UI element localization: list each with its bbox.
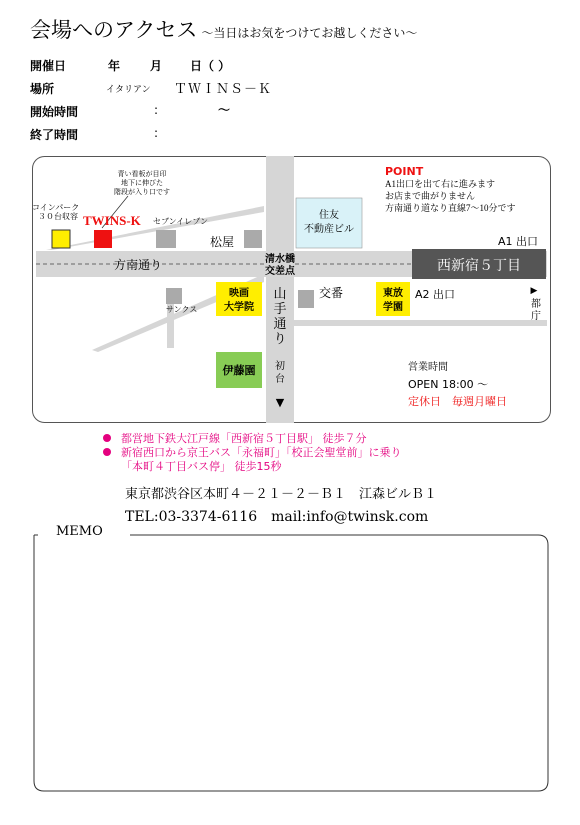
address-contact: TEL:03-3374-6116 mail:info@twinsk.com	[125, 509, 429, 525]
sunkus-block	[166, 288, 182, 304]
toho-label-line1: 東放	[383, 288, 403, 299]
point-line-1: A1出口を出て右に進みます	[385, 179, 496, 189]
point-title: POINT	[385, 165, 424, 178]
page-title	[30, 14, 417, 44]
seven-eleven-label: セブンイレブン	[153, 217, 208, 226]
twins-k-label: TWINS-K	[83, 213, 141, 228]
coin-park-block	[52, 230, 70, 248]
twins-k-block	[94, 230, 112, 248]
down-arrow-icon: ▼	[275, 396, 285, 409]
title-subtitle: ～当日はお気をつけてお越しください～	[201, 26, 418, 40]
sumitomo-label-line1: 住友	[319, 210, 339, 221]
road-side-street	[294, 320, 547, 326]
itoen-label: 伊藤園	[222, 364, 256, 377]
bullet-dot	[103, 434, 111, 442]
start-time-colon: :	[154, 103, 159, 117]
hatsudai-label-char-2: 台	[275, 374, 285, 385]
sumitomo-building	[296, 198, 362, 248]
date-month: 月	[150, 59, 163, 73]
direction-subway: 都営地下鉄大江戸線「西新宿５丁目駅」 徒歩７分	[103, 432, 367, 446]
closed-day: 定休日 毎週月曜日	[408, 395, 507, 408]
memo-label: MEMO	[56, 524, 103, 539]
koban-label: 交番	[319, 286, 344, 300]
nishishinjuku-label: 西新宿５丁目	[437, 258, 521, 274]
hours-title: 営業時間	[408, 362, 448, 373]
sumitomo-label-line2: 不動産ビル	[304, 224, 354, 235]
direction-bus: 新宿西口から京王バス「永福町」「校正会聖堂前」に乗り	[103, 446, 402, 460]
address-street: 東京都渋谷区本町４－２１－２－Ｂ１ 江森ビルＢ１	[125, 487, 438, 502]
matsuya-label: 松屋	[210, 235, 235, 249]
hatsudai-label-char-1: 初	[275, 361, 285, 372]
a2-exit-label: A2 出口	[415, 288, 456, 301]
date-year: 年	[108, 59, 121, 73]
place-label: 場所	[30, 82, 55, 96]
sunkus-label: サンクス	[166, 305, 198, 314]
start-time-tilde: ～	[218, 103, 231, 117]
yamate-dori-char-4: り	[273, 332, 287, 347]
title-text: 会場へのアクセス	[30, 18, 198, 42]
signboard-note-line1: 青い看板が目印	[117, 170, 167, 178]
signboard-note-line3: 階段が入り口です	[114, 188, 170, 196]
start-time-label: 開始時間	[30, 105, 79, 119]
memo-frame	[34, 535, 548, 791]
place-type: イタリアン	[106, 85, 151, 95]
end-time-colon: :	[154, 126, 159, 140]
yamate-dori-char-3: 通	[273, 317, 287, 332]
honan-dori-label: 方南通り	[114, 258, 163, 272]
yamate-dori-char-2: 手	[273, 302, 287, 317]
access-map	[32, 156, 551, 423]
seven-eleven-block	[156, 230, 176, 248]
point-line-3: 方南通り道なり直線7～10分です	[385, 203, 516, 213]
eiga-label-line2: 大学院	[224, 302, 254, 313]
a1-exit-label: A1 出口	[498, 235, 539, 248]
coin-park-label: コインパーク	[32, 203, 80, 212]
koban-block	[298, 290, 314, 308]
toho-label-line2: 学園	[383, 302, 403, 313]
point-line-2: お店まで曲がりません	[385, 191, 476, 201]
tocho-label-char-1: 都	[531, 299, 541, 310]
date-day: 日（ ）	[190, 59, 231, 73]
signboard-note-line2: 地下に伸びた	[121, 179, 163, 187]
memo-box	[24, 525, 551, 795]
eiga-label-line1: 映画	[229, 288, 249, 299]
direction-bus-stop: 「本町４丁目バス停」 徒歩15秒	[121, 460, 282, 473]
matsuya-block	[244, 230, 262, 248]
yamate-dori-char-1: 山	[273, 287, 287, 302]
place-name: ＴＷＩＮＳ－Ｋ	[174, 82, 273, 97]
tocho-arrow-icon: ▶	[530, 286, 538, 296]
coin-park-capacity: ３０台収容	[38, 212, 78, 221]
bullet-dot	[103, 448, 111, 456]
end-time-label: 終了時間	[30, 128, 79, 142]
tocho-label-char-2: 庁	[531, 311, 541, 322]
shimizubashi-label-line2: 交差点	[265, 266, 295, 277]
hours-open: OPEN 18:00 ～	[408, 378, 489, 391]
date-label: 開催日	[30, 59, 67, 73]
shimizubashi-label-line1: 清水橋	[265, 254, 295, 265]
